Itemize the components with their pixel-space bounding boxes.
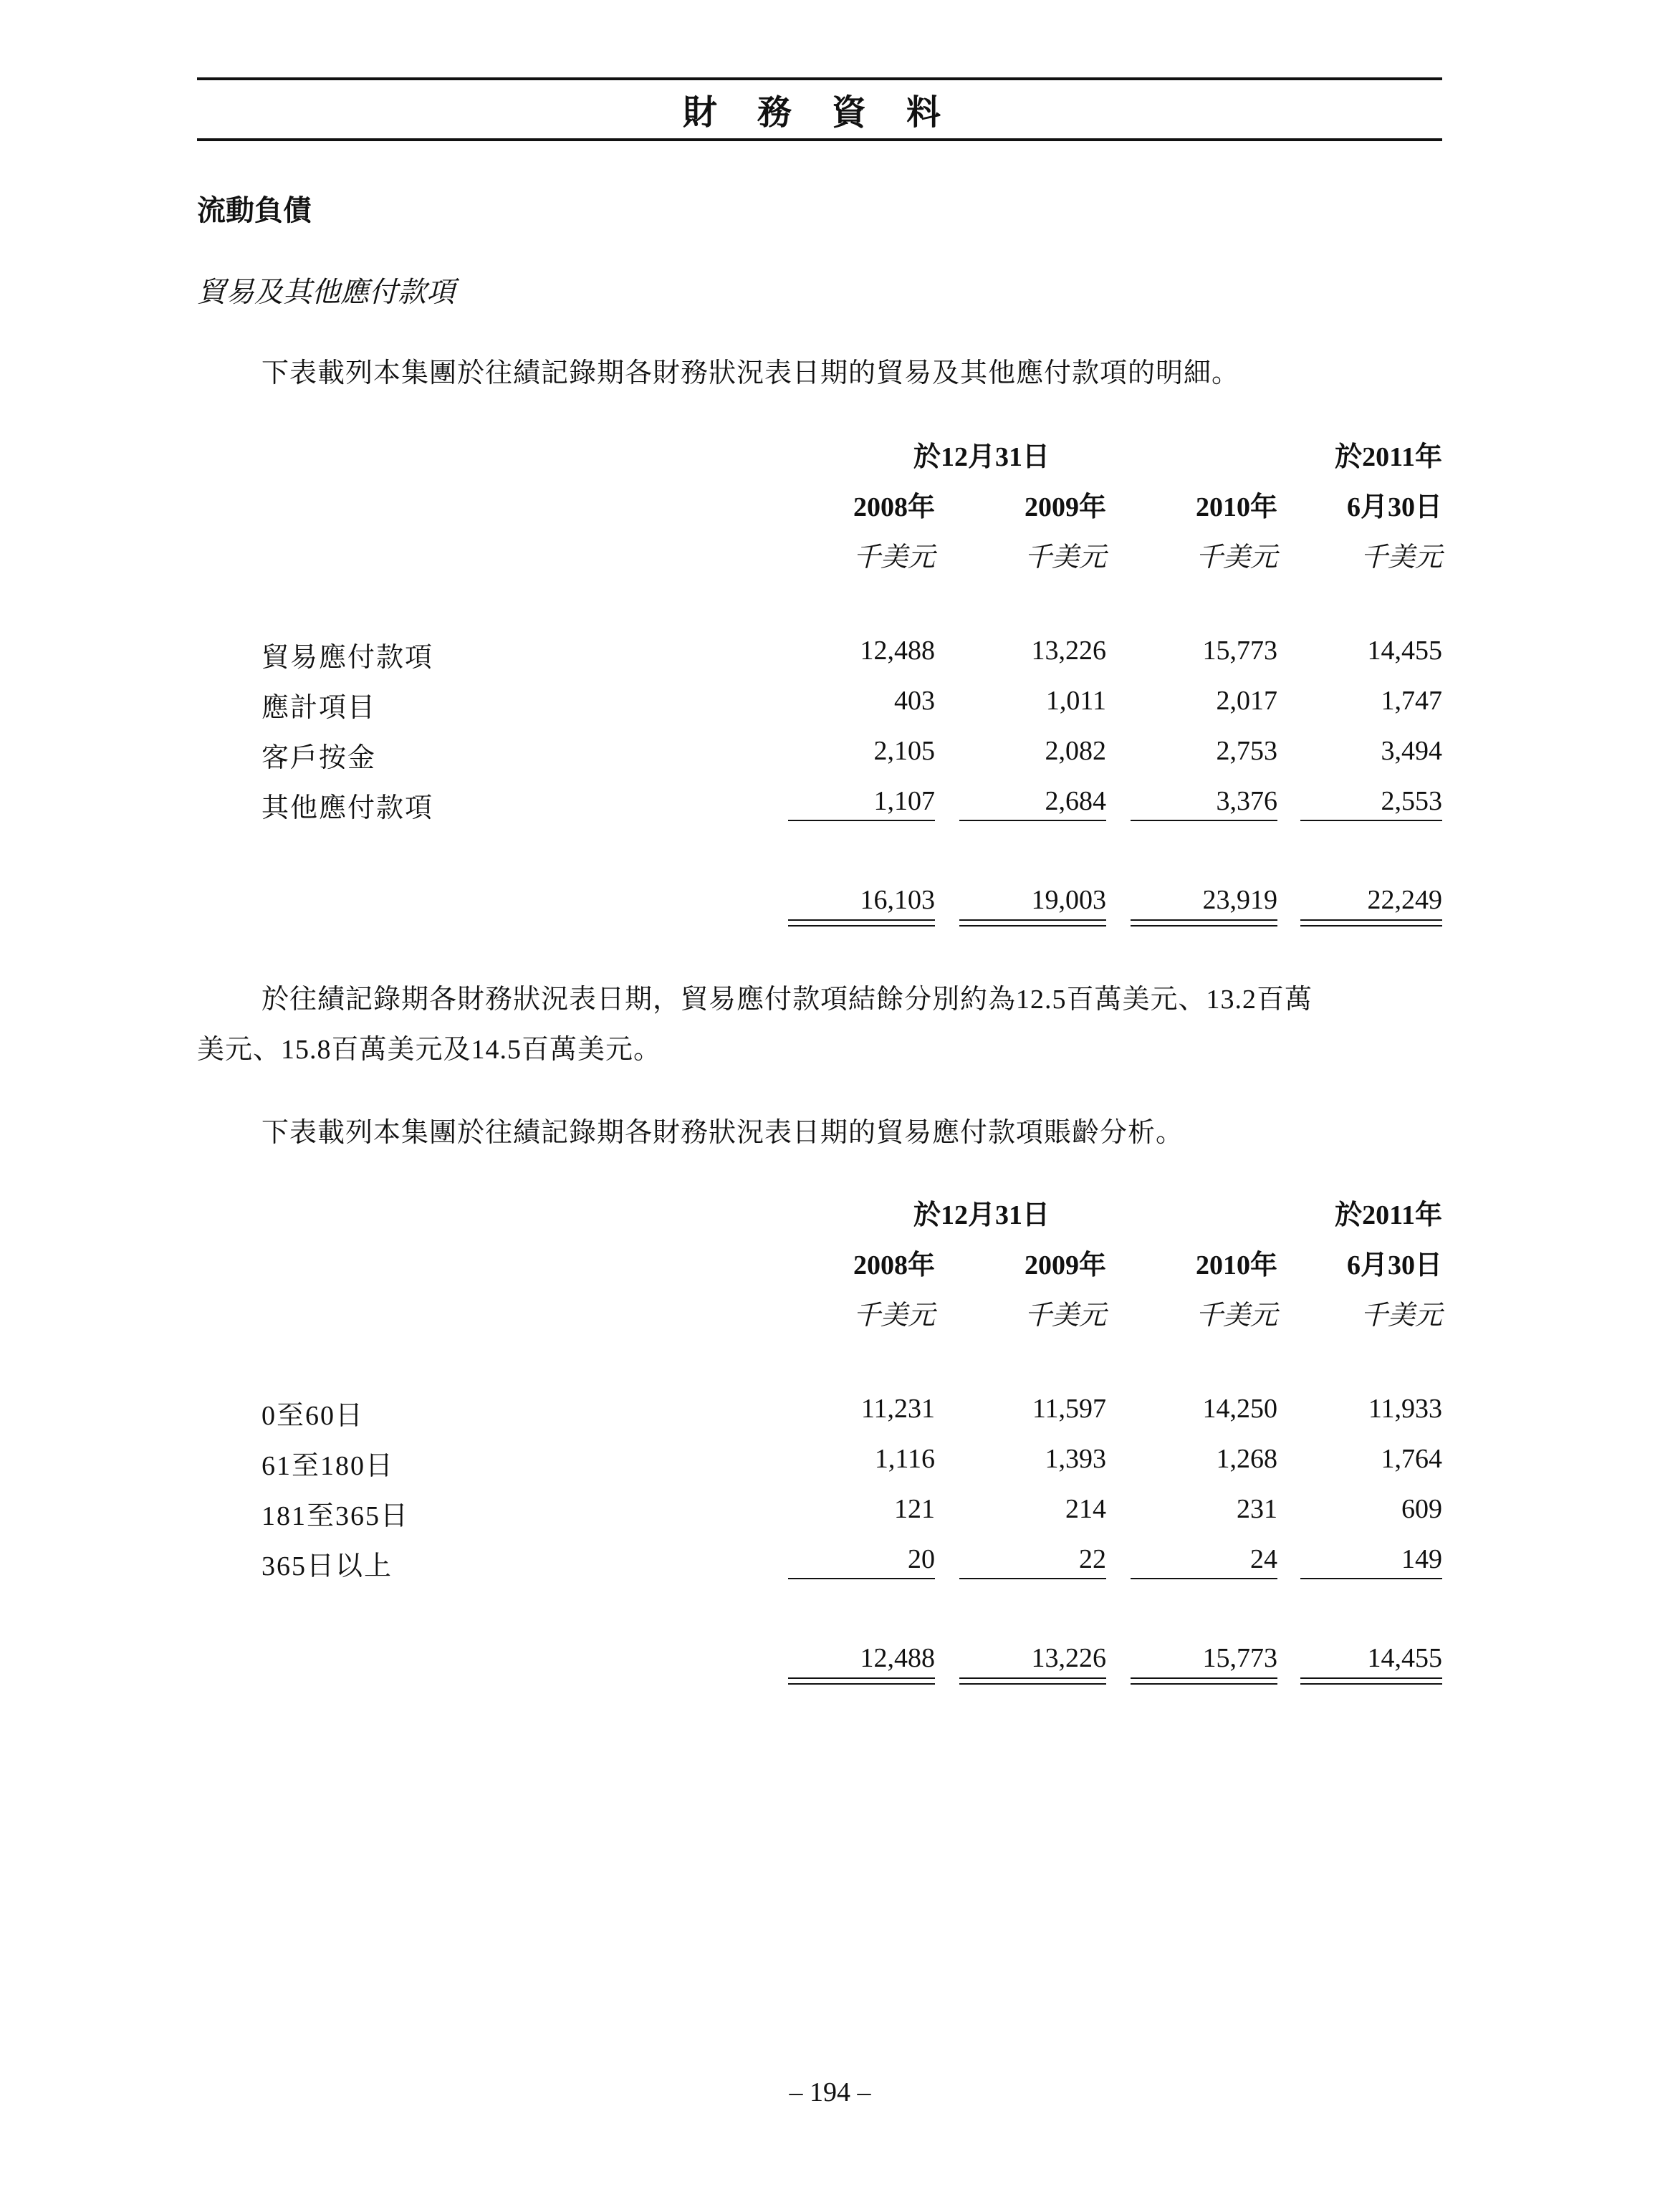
- total-double-underline: [1131, 1683, 1277, 1685]
- intro-paragraph-2: 下表載列本集團於往績記錄期各財務狀況表日期的貿易應付款項賬齡分析。: [262, 1118, 1184, 1148]
- table1-col-2009: 2009年: [1024, 492, 1106, 522]
- cell-value: 1,011: [1045, 686, 1106, 716]
- total-double-underline: [1300, 1677, 1442, 1679]
- cell-value: 2,017: [1216, 686, 1277, 716]
- total-value: 12,488: [860, 1643, 935, 1673]
- row-label: 應計項目: [262, 693, 377, 723]
- total-double-underline: [788, 1683, 935, 1685]
- subtotal-underline: [1300, 1578, 1442, 1579]
- table1-group-header-2011: 於2011年: [1335, 442, 1442, 472]
- cell-value: 1,107: [873, 786, 935, 816]
- table2-group-header-2011: 於2011年: [1335, 1200, 1442, 1230]
- subtotal-underline: [1131, 820, 1277, 821]
- row-label: 61至180日: [262, 1451, 395, 1481]
- row-label: 客戶按金: [262, 743, 377, 773]
- total-double-underline: [959, 919, 1106, 921]
- cell-value: 3,494: [1381, 736, 1442, 766]
- subtotal-underline: [1300, 820, 1442, 821]
- cell-value: 1,116: [874, 1444, 935, 1474]
- total-double-underline: [1131, 1677, 1277, 1679]
- table2-unit-2010: 千美元: [1195, 1301, 1277, 1331]
- subtotal-underline: [959, 1578, 1106, 1579]
- subtotal-underline: [788, 820, 935, 821]
- total-value: 15,773: [1202, 1643, 1277, 1673]
- cell-value: 14,455: [1367, 636, 1442, 666]
- total-value: 23,919: [1202, 885, 1277, 915]
- table2-group-header-dec31: 於12月31日: [913, 1200, 1050, 1230]
- table1-unit-2011: 千美元: [1360, 542, 1442, 573]
- table2-unit-2009: 千美元: [1024, 1301, 1106, 1331]
- cell-value: 20: [908, 1544, 935, 1574]
- cell-value: 121: [894, 1494, 935, 1524]
- cell-value: 1,764: [1381, 1444, 1442, 1474]
- table2-col-2010: 2010年: [1195, 1250, 1277, 1280]
- table2-col-2009: 2009年: [1024, 1250, 1106, 1280]
- total-value: 22,249: [1367, 885, 1442, 915]
- cell-value: 1,747: [1381, 686, 1442, 716]
- total-double-underline: [959, 1677, 1106, 1679]
- cell-value: 11,597: [1032, 1394, 1106, 1424]
- cell-value: 2,553: [1381, 786, 1442, 816]
- total-value: 14,455: [1367, 1643, 1442, 1673]
- cell-value: 22: [1079, 1544, 1106, 1574]
- cell-value: 13,226: [1031, 636, 1106, 666]
- cell-value: 11,231: [860, 1394, 935, 1424]
- row-label: 365日以上: [262, 1551, 393, 1581]
- paragraph-line: 美元、15.8百萬美元及14.5百萬美元。: [197, 1035, 662, 1065]
- total-double-underline: [788, 925, 935, 927]
- header-bottom-rule: [197, 138, 1442, 141]
- row-label: 0至60日: [262, 1401, 365, 1431]
- total-double-underline: [1131, 919, 1277, 921]
- total-double-underline: [1300, 1683, 1442, 1685]
- cell-value: 2,082: [1045, 736, 1106, 766]
- cell-value: 1,268: [1216, 1444, 1277, 1474]
- table1-col-2011-jun30: 6月30日: [1346, 492, 1442, 522]
- total-double-underline: [788, 919, 935, 921]
- total-double-underline: [959, 1683, 1106, 1685]
- cell-value: 14,250: [1202, 1394, 1277, 1424]
- page-title: 財 務 資 料: [682, 94, 956, 132]
- total-double-underline: [959, 925, 1106, 927]
- cell-value: 609: [1401, 1494, 1442, 1524]
- table2-col-2011-jun30: 6月30日: [1346, 1250, 1442, 1280]
- cell-value: 15,773: [1202, 636, 1277, 666]
- total-double-underline: [788, 1677, 935, 1679]
- table1-unit-2009: 千美元: [1024, 542, 1106, 573]
- cell-value: 214: [1065, 1494, 1106, 1524]
- paragraph-line: 於往績記錄期各財務狀況表日期，貿易應付款項結餘分別約為12.5百萬美元、13.2百萬: [262, 985, 1313, 1015]
- cell-value: 3,376: [1216, 786, 1277, 816]
- cell-value: 1,393: [1045, 1444, 1106, 1474]
- header-top-rule: [197, 77, 1442, 80]
- intro-paragraph-1: 下表載列本集團於往績記錄期各財務狀況表日期的貿易及其他應付款項的明細。: [262, 358, 1240, 388]
- section-heading: 流動負債: [197, 194, 312, 226]
- subtotal-underline: [1131, 1578, 1277, 1579]
- total-value: 16,103: [860, 885, 935, 915]
- row-label: 貿易應付款項: [262, 643, 434, 673]
- cell-value: 2,684: [1045, 786, 1106, 816]
- section-subheading: 貿易及其他應付款項: [197, 276, 455, 308]
- total-double-underline: [1300, 925, 1442, 927]
- row-label: 其他應付款項: [262, 793, 434, 823]
- total-double-underline: [1131, 925, 1277, 927]
- table1-unit-2010: 千美元: [1195, 542, 1277, 573]
- cell-value: 2,753: [1216, 736, 1277, 766]
- cell-value: 12,488: [860, 636, 935, 666]
- table1-col-2008: 2008年: [853, 492, 935, 522]
- table2-unit-2008: 千美元: [853, 1301, 935, 1331]
- cell-value: 11,933: [1368, 1394, 1442, 1424]
- table1-col-2010: 2010年: [1195, 492, 1277, 522]
- subtotal-underline: [788, 1578, 935, 1579]
- table2-col-2008: 2008年: [853, 1250, 935, 1280]
- cell-value: 2,105: [873, 736, 935, 766]
- page-number: – 194 –: [789, 2077, 871, 2107]
- subtotal-underline: [959, 820, 1106, 821]
- table1-unit-2008: 千美元: [853, 542, 935, 573]
- cell-value: 403: [894, 686, 935, 716]
- payables-balance-paragraph: [197, 975, 1442, 1075]
- cell-value: 24: [1250, 1544, 1277, 1574]
- cell-value: 149: [1401, 1544, 1442, 1574]
- row-label: 181至365日: [262, 1501, 410, 1531]
- total-value: 13,226: [1031, 1643, 1106, 1673]
- table1-group-header-dec31: 於12月31日: [913, 442, 1050, 472]
- cell-value: 231: [1237, 1494, 1277, 1524]
- total-double-underline: [1300, 919, 1442, 921]
- total-value: 19,003: [1031, 885, 1106, 915]
- table2-unit-2011: 千美元: [1360, 1301, 1442, 1331]
